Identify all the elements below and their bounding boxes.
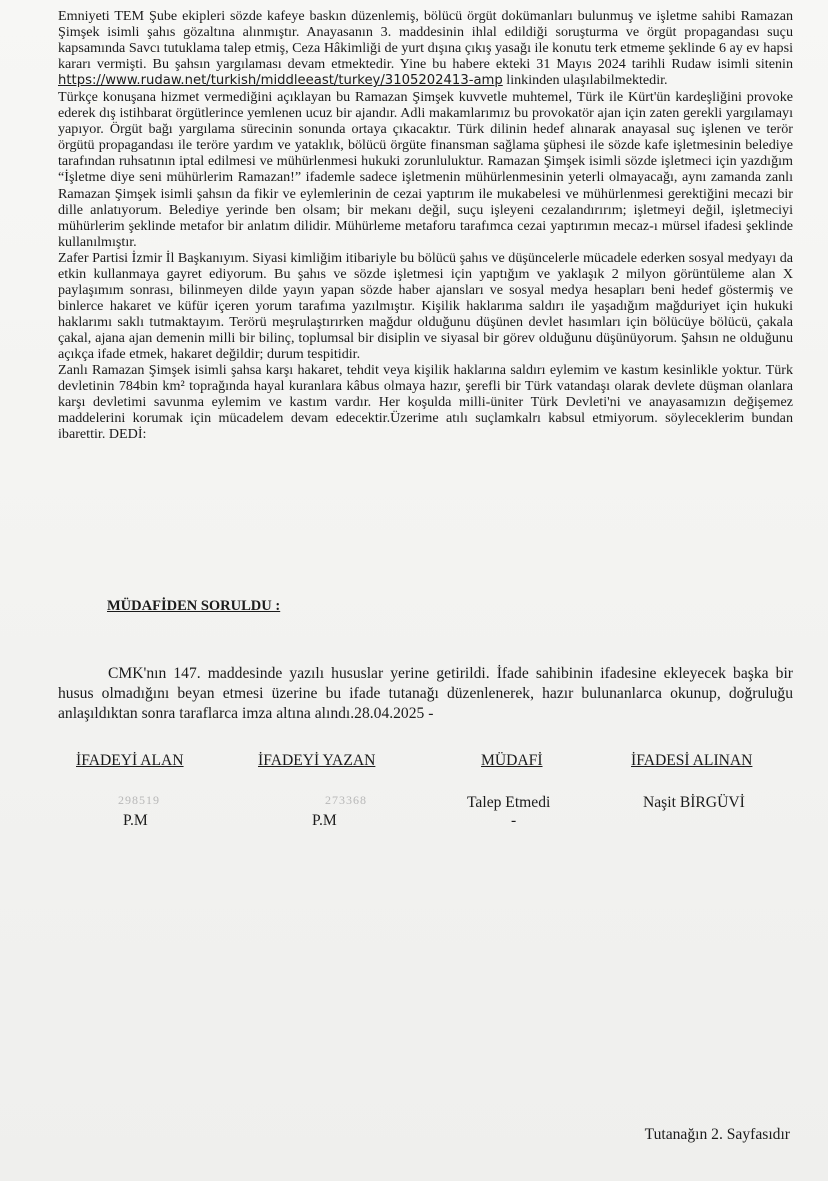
paragraph-agent: Türkçe konuşana hizmet vermediğini açıklayan bu Ramazan Şimşek kuvvetle muhtemel, Türk ile Kürt'ün kardeşliğini provoke ederek dış istihbarat örgütlerince yemlenen ucuz bir ajandır. Adli makamlarımız bu provokatör ajan için zaten gerekli yargılamayı yapıyor. Örgüt bağı yargılama sürecinin sonunda ortaya çıkacaktır. Türk dilinin hedef alınarak anayasal suç işlenen ve terör örgütü propagandası ile teröre yardım ve yataklık, bölücü örgüte finansman sağlama şüphesi ile sözde kafe işletmesinin belediye tarafından ruhsatının iptal edilmesi ve mühürlenmesi hukuki zorunluluktur. Ramazan Şimşek isimli sözde işletmeci için yazdığım “İşletme diye seni mühürlerim Ramazan!” ifademle sadece işletmenin mühürlenmesinin yeterli olmayacağı, aynı zamanda zanlı Ramazan Şimşek isimli şahsın da fikir ve eylemlerinin de cezai yaptırım ile mukabelesi ve mühürlenmesi gerektiğini mecazi bir dille anlatıyorum. Belediye yerinde ben olsam; bir mekanı değil, suçu işleyeni cezalandırırım; işletmeyi değil, işletmeciyi mühürlerim şeklinde metafor bir anlatım dilidir. Mühürleme metaforu tarafımca cezai yaptırımın mecaz-ı mürsel ifadesi şeklinde kullanılmıştır.: [58, 89, 793, 250]
page-footer: Tutanağın 2. Sayfasıdır: [644, 1126, 790, 1143]
closing-statement: [58, 664, 793, 724]
rudaw-link[interactable]: https://www.rudaw.net/turkish/middleeast/turkey/3105202413-amp: [58, 73, 503, 89]
paragraph-raid: [58, 8, 793, 89]
lawyer-value: Talep Etmedi: [467, 794, 551, 811]
paragraph-raid-tail: linkinden ulaşılabilmektedir.: [506, 72, 668, 89]
lawyer-question-heading: MÜDAFİDEN SORULDU :: [107, 598, 281, 614]
paragraph-party: Zafer Partisi İzmir İl Başkanıyım. Siyasi kimliğim itibariyle bu bölücü şahıs ve düşüncelerle mücadele ederken sosyal medyayı da etkin kullanmaya gayret ediyorum. Bu şahıs ve sözde işletmesi için yaptığım ve yaklaşık 2 milyon görüntüleme alan X paylaşımım sonrası, bilinmeyen dilde yayın yapan sözde haber ajansları ve sosyal medya hesapları beni hedef göstermiş ve binlerce hakaret ve küfür içeren yorum tarafıma yazılmıştır. Kişilik haklarıma saldırı ile yaşadığım mağduriyet için hukuki haklarımı saklı tutmaktayım. Terörü meşrulaştırırken mağdur olduğunu düşünen devlet hasımları için bölücüye bölücü, çakala çakal, ajana ajan demenin milli bir bilinç, toplumsal bir disiplin ve siyasal bir görev olduğunu düşünüyorum. Şahsın ne olduğunu açıkça ifade etmek, hakaret değildir; durum tespitidir.: [58, 249, 793, 362]
statement-body: [58, 8, 793, 442]
lawyer-mark: -: [511, 812, 517, 829]
paragraph-intent: Zanlı Ramazan Şimşek isimli şahsa karşı hakaret, tehdit veya kişilik haklarına saldırı eylemim ve kastım kesinlikle yoktur. Türk devletinin 784bin km² toprağında hayal kuranlara kâbus olmaya hazır, şerefli bir Türk vatandaşı olarak devlete düşman olanlara karşı devletimi savunma eylemim ve kastım vardır. Her koşulda milli-üniter Türk Devleti'ni ve anayasamızın değişemez maddelerini korumak için mücadelem devam edecektir.Üzerime atılı suçlamkalrı kabsul etmiyorum. söyleceklerim bundan ibarettir. DEDİ:: [58, 362, 793, 443]
paragraph-raid-text: Emniyeti TEM Şube ekipleri sözde kafeye baskın düzenlemiş, bölücü örgüt dokümanları bulunmuş ve işletme sahibi Ramazan Şimşek isimli şahıs gözaltına alınmıştır. Anayasanın 3. maddesinin ihlal edildiği soruşturma ve örgüt propagandası suçu kapsamında Savcı tutuklama talep etmiş, Ceza Hâkimliği de yurt dışına çıkış yasağı ile konutu terk etmeme şeklinde 6 ay ev hapsi kararı vermişti. Bu şahsın yargılaması devam etmektedir. Yine bu habere ekteki 31 Mayıs 2024 tarihli Rudaw isimli sitenin: [58, 8, 793, 73]
closing-text: CMK'nın 147. maddesinde yazılı hususlar yerine getirildi. İfade sahibinin ifadesine ekleyecek başka bir husus olmadığını beyan etmesi üzerine bu ifade tutanağı düzenlenerek, hazır bulunanlarca okunup, doğruluğu anlaşıldıktan sonra taraflarca imza altına alındı.28.04.2025 -: [58, 665, 793, 722]
writer-faint-number: 273368: [325, 793, 367, 807]
statement-writer-label: İFADEYİ YAZAN: [258, 752, 376, 769]
statement-taker-value: P.M: [123, 812, 148, 829]
statement-taker-label: İFADEYİ ALAN: [76, 752, 184, 769]
statement-giver-label: İFADESİ ALINAN: [631, 752, 753, 769]
taker-faint-number: 298519: [118, 793, 160, 807]
lawyer-label: MÜDAFİ: [481, 752, 543, 769]
statement-giver-value: Naşit BİRGÜVİ: [643, 794, 745, 811]
statement-writer-value: P.M: [312, 812, 337, 829]
